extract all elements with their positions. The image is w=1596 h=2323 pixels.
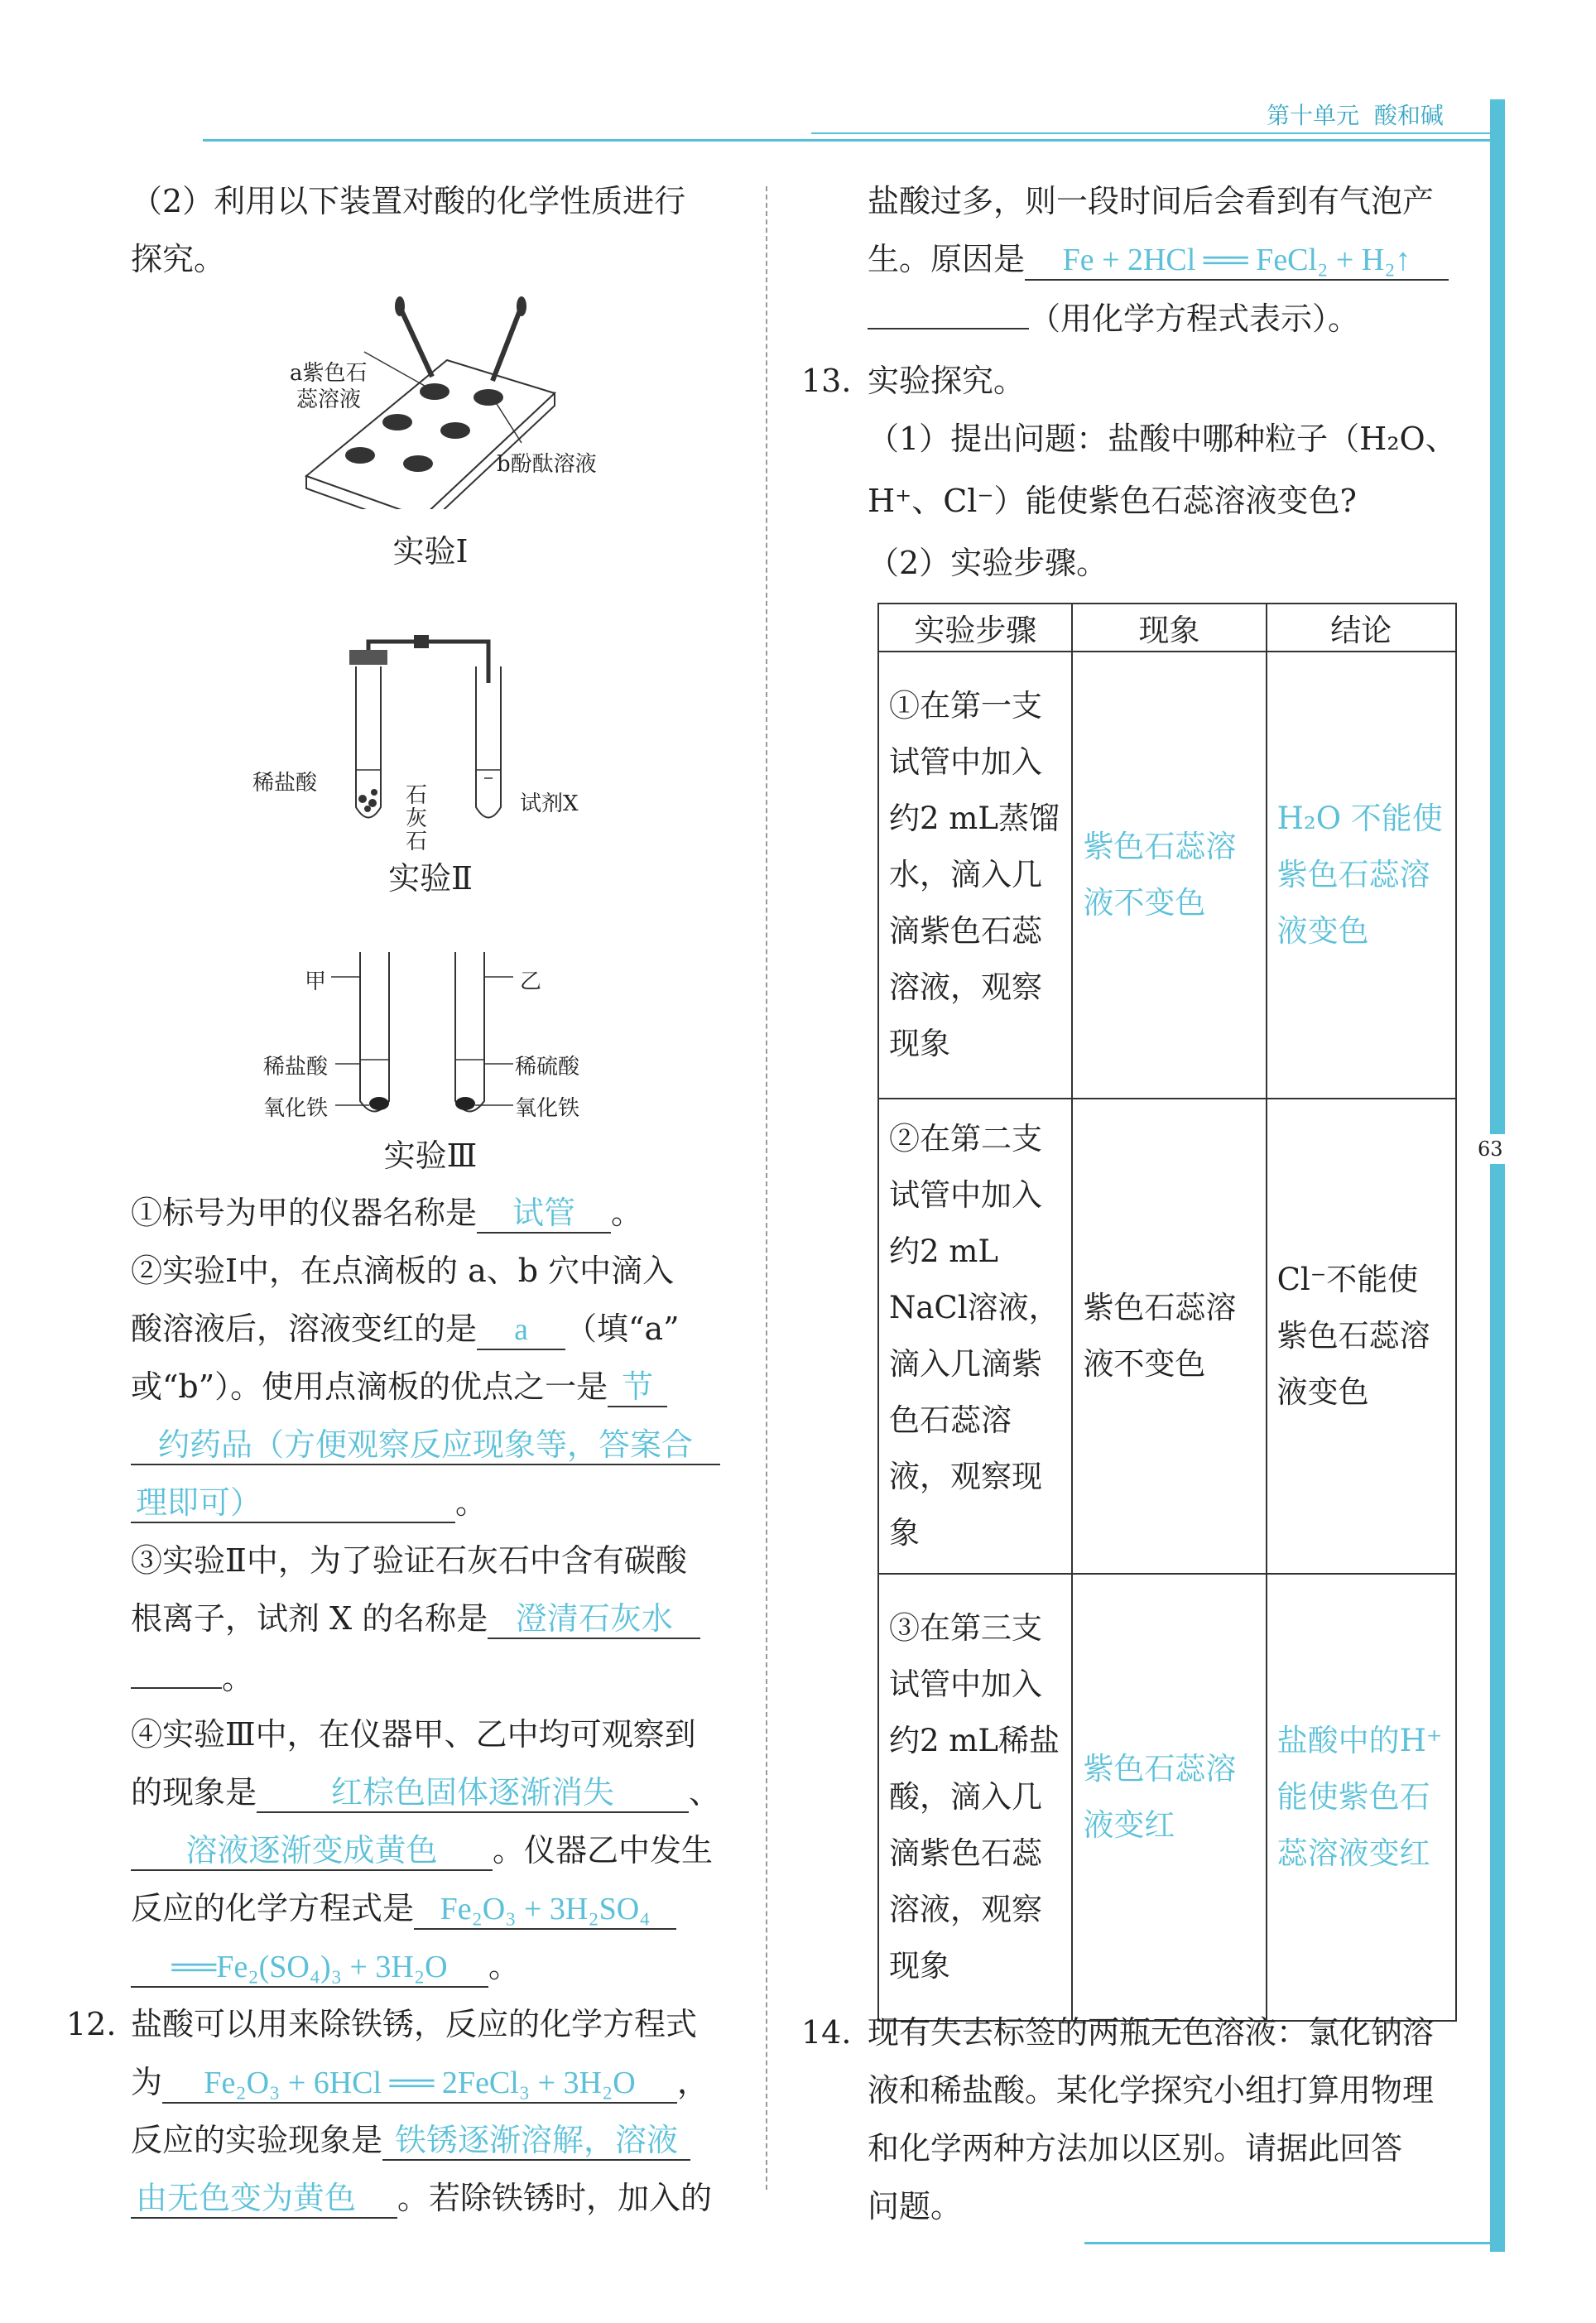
- test-tube-setup-figure: [331, 617, 546, 840]
- s1-answer: 试管: [477, 1194, 611, 1234]
- experiment-table: [877, 603, 1457, 2022]
- s3-answer: 澄清石灰水: [488, 1599, 700, 1639]
- s3-line1: ③实验Ⅱ中，为了验证石灰石中含有碳酸: [131, 1542, 687, 1579]
- q2-intro-line1: （2）利用以下装置对酸的化学性质进行: [131, 183, 686, 219]
- fig3-yi: 乙: [520, 969, 542, 994]
- s4-line2: 的现象是 红棕色固体逐渐消失 、: [131, 1772, 720, 1813]
- table-row: [878, 1574, 1456, 2021]
- fig3-hcl: 稀盐酸: [263, 1055, 329, 1080]
- q13-part1b: H⁺、Cl⁻）能使紫色石蕊溶液变色?: [868, 483, 1357, 519]
- fig3-h2so4: 稀硫酸: [515, 1055, 580, 1080]
- q12-answer-phenomenon-2: 由无色变为黄色: [131, 2179, 397, 2219]
- fig2-label-stone2: 灰: [406, 806, 428, 831]
- r-answer-equation: Fe + 2HCl ══ FeCl₂ + H₂↑: [1025, 241, 1449, 281]
- q13-title: 实验探究。: [868, 363, 1026, 399]
- q14-line4: 问题。: [868, 2188, 963, 2224]
- s4-answer-1: 红棕色固体逐渐消失: [257, 1773, 689, 1813]
- s2-answer-a: a: [477, 1311, 565, 1350]
- table-header-phenomenon: 现象: [1072, 604, 1266, 652]
- fig3-fe2o3-left: 氧化铁: [263, 1096, 329, 1121]
- s2-answer-part1: 节: [608, 1368, 667, 1407]
- table-cell-conclusion: Cl⁻不能使紫色石蕊溶液变色: [1267, 1099, 1456, 1574]
- fig2-label-x: 试剂X: [520, 791, 579, 816]
- table-header-conclusion: 结论: [1267, 604, 1456, 652]
- column-divider: [766, 186, 767, 2190]
- q14-line1: 现有失去标签的两瓶无色溶液：氯化钠溶: [868, 2014, 1435, 2051]
- fig2-label-acid: 稀盐酸: [252, 771, 318, 796]
- table-row: [878, 1099, 1456, 1574]
- q12-line2: 为 Fe₂O₃ + 6HCl ══ 2FeCl₃ + 3H₂O ，: [131, 2061, 709, 2104]
- s2-line4: [131, 1424, 720, 1465]
- s1-line: ①标号为甲的仪器名称是 试管 。: [131, 1192, 642, 1234]
- table-header-row: [878, 604, 1456, 652]
- q14-line2: 液和稀盐酸。某化学探究小组打算用物理: [868, 2072, 1435, 2109]
- s3-line2: 根离子，试剂 X 的名称是 澄清石灰水: [131, 1598, 700, 1639]
- page-number: 63: [1476, 1134, 1505, 1164]
- fig3-jia: 甲: [305, 969, 327, 994]
- table-cell-phenomenon: 紫色石蕊溶液变红: [1072, 1574, 1266, 2021]
- fig1-label-a: a紫色石: [290, 361, 368, 386]
- q2-intro-line2: 探究。: [131, 241, 226, 277]
- table-cell-step: ①在第一支试管中加入约2 mL蒸馏水，滴入几滴紫色石蕊溶液，观察现象: [878, 652, 1072, 1099]
- s4-line3: 溶液逐渐变成黄色 。仪器乙中发生: [131, 1830, 713, 1871]
- unit-label: 第十单元 酸和碱: [1267, 102, 1444, 129]
- q14-line3: 和化学两种方法加以区别。请据此回答: [868, 2130, 1403, 2167]
- q13-number: 13.: [801, 363, 852, 399]
- fig2-label-stone1: 石: [406, 783, 428, 808]
- table-cell-step: ②在第二支试管中加入约2 mL NaCl溶液，滴入几滴紫色石蕊溶液，观察现象: [878, 1099, 1072, 1574]
- fig1-label-b: b酚酞溶液: [497, 452, 597, 477]
- s2-line5: 理即可） 。: [131, 1482, 487, 1523]
- s4-answer-2: 溶液逐渐变成黄色: [131, 1831, 493, 1871]
- q12-number: 12.: [66, 2006, 117, 2042]
- fig3-caption: 实验Ⅲ: [383, 1137, 478, 1174]
- s2-line2: 酸溶液后，溶液变红的是 a （填“a”: [131, 1308, 680, 1350]
- header-rule: [203, 139, 1502, 142]
- s2-answer-part3: 理即可）: [131, 1484, 455, 1523]
- r-line3: （用化学方程式表示）。: [868, 296, 1359, 339]
- s2-answer-part2: 约药品（方便观察反应现象等，答案合: [131, 1426, 720, 1465]
- q12-line4: 由无色变为黄色 。若除铁锈时，加入的: [131, 2177, 712, 2219]
- fig1-caption: 实验Ⅰ: [392, 533, 469, 570]
- table-cell-conclusion: 盐酸中的H⁺能使紫色石蕊溶液变红: [1267, 1574, 1456, 2021]
- fig2-caption: 实验Ⅱ: [388, 860, 473, 897]
- s4-line1: ④实验Ⅲ中，在仪器甲、乙中均可观察到: [131, 1716, 696, 1753]
- s2-line3: 或“b”）。使用点滴板的优点之一是 节: [131, 1366, 667, 1407]
- s3-line3: 。: [131, 1656, 253, 1699]
- table-row: [878, 652, 1456, 1099]
- side-bar: [1490, 99, 1505, 2252]
- q12-answer-phenomenon-1: 铁锈逐渐溶解，溶液: [382, 2121, 690, 2161]
- q13-part2: （2）实验步骤。: [868, 545, 1108, 581]
- table-cell-conclusion: H₂O 不能使紫色石蕊溶液变色: [1267, 652, 1456, 1099]
- table-cell-phenomenon: 紫色石蕊溶液不变色: [1072, 1099, 1266, 1574]
- table-cell-phenomenon: 紫色石蕊溶液不变色: [1072, 652, 1266, 1099]
- q13-part1a: （1）提出问题：盐酸中哪种粒子（H₂O、: [868, 421, 1457, 457]
- q12-line3: 反应的实验现象是 铁锈逐渐溶解，溶液: [131, 2119, 690, 2161]
- s2-line1: ②实验Ⅰ中，在点滴板的 a、b 穴中滴入: [131, 1253, 675, 1289]
- table-cell-step: ③在第三支试管中加入约2 mL稀盐酸，滴入几滴紫色石蕊溶液，观察现象: [878, 1574, 1072, 2021]
- fig2-label-stone3: 石: [406, 830, 428, 854]
- table-header-step: 实验步骤: [878, 604, 1072, 652]
- q14-number: 14.: [801, 2014, 852, 2051]
- header-rule-2: [811, 132, 1502, 134]
- s4-answer-equation-1: Fe₂O₃ + 3H₂SO₄: [414, 1890, 676, 1930]
- q12-line1: 盐酸可以用来除铁锈，反应的化学方程式: [131, 2006, 698, 2042]
- s4-line5: ══Fe₂(SO₄)₃ + 3H₂O 。: [131, 1945, 520, 1988]
- s4-answer-equation-2: ══Fe₂(SO₄)₃ + 3H₂O: [131, 1948, 488, 1988]
- footer-rule: [1084, 2242, 1502, 2244]
- fig3-fe2o3-right: 氧化铁: [515, 1096, 580, 1121]
- r-line1: 盐酸过多，则一段时间后会看到有气泡产: [868, 183, 1435, 219]
- fig1-label-a2: 蕊溶液: [296, 387, 362, 412]
- q12-answer-equation: Fe₂O₃ + 6HCl ══ 2FeCl₃ + 3H₂O: [162, 2064, 677, 2104]
- r-line2: 生。原因是 Fe + 2HCl ══ FeCl₂ + H₂↑: [868, 238, 1449, 281]
- s4-line4: 反应的化学方程式是 Fe₂O₃ + 3H₂SO₄: [131, 1888, 676, 1930]
